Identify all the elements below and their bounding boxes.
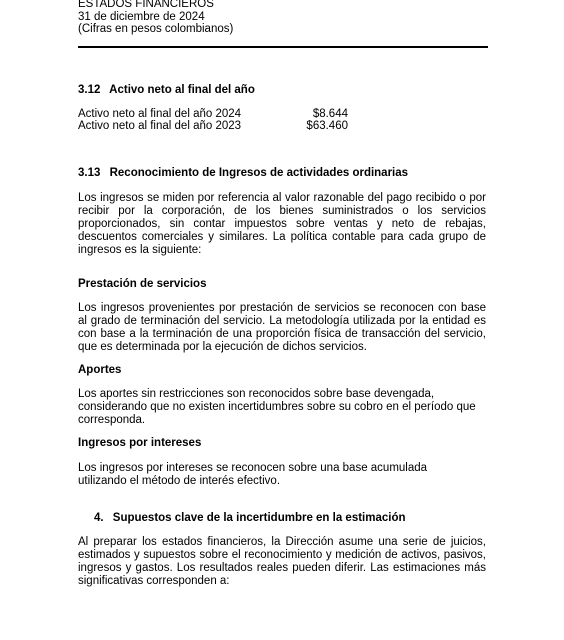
header-title: ESTADOS FINANCIEROS — [78, 0, 214, 10]
section-313-heading — [78, 167, 408, 179]
section-312-heading — [78, 84, 255, 96]
section-313-title: Reconocimiento de Ingresos de actividades ordinarias — [109, 167, 409, 179]
subsection-interest-title: Ingresos por intereses — [78, 437, 202, 449]
section-312-title: Activo neto al final del año — [109, 84, 255, 96]
subsection-contributions-title: Aportes — [78, 364, 122, 376]
header-currency-note: (Cifras en pesos colombianos) — [78, 23, 234, 35]
section-4-heading — [94, 512, 406, 524]
subsection-services-title: Prestación de servicios — [78, 278, 207, 290]
subsection-interest-text: Los ingresos por intereses se reconocen sobre una base acumulada utilizando el método de interés efectivo. — [78, 462, 428, 487]
net-assets-value-2023: $63.460 — [306, 120, 348, 132]
header-date: 31 de diciembre de 2024 — [78, 10, 205, 23]
header-divider — [78, 46, 488, 48]
section-312-number: 3.12 — [78, 84, 101, 96]
section-4-title: Supuestos clave de la incertidumbre en la estimación — [112, 512, 406, 524]
net-assets-row-2023 — [78, 120, 348, 133]
section-313-number: 3.13 — [78, 167, 101, 179]
subsection-services-text: Los ingresos provenientes por prestación de servicios se reconocen con base al grado de terminación del servicio. La metodología utilizada por la entidad es con base a la terminación de una proporción física de transacción del servicio, que es determinada por la ejecución de dichos servicios. — [78, 302, 486, 353]
net-assets-label-2023: Activo neto al final del año 2023 — [78, 120, 242, 132]
document-header — [78, 0, 233, 36]
net-assets-value-2024: $8.644 — [312, 108, 348, 120]
section-313-intro: Los ingresos se miden por referencia al valor razonable del pago recibido o por recibir por la corporación, de los bienes suministrados o los servicios proporcionados, sin contar impuestos sobre ventas y neto de rebajas, descuentos comerciales y similares. La política contable para cada grupo de ingresos es la siguiente: — [78, 192, 486, 256]
net-assets-label-2024: Activo neto al final del año 2024 — [78, 108, 242, 120]
section-4-text: Al preparar los estados financieros, la Dirección asume una serie de juicios, estimados y supuestos sobre el reconocimiento y medición de activos, pasivos, ingresos y gastos. Los resultados reales pueden diferir. Las estimaciones más significativas corresponden a: — [78, 536, 486, 587]
section-4-number: 4. — [94, 512, 104, 524]
subsection-contributions-text: Los aportes sin restricciones son reconocidos sobre base devengada, considerando que no existen incertidumbres sobre su cobro en el período que corresponda. — [78, 388, 476, 426]
